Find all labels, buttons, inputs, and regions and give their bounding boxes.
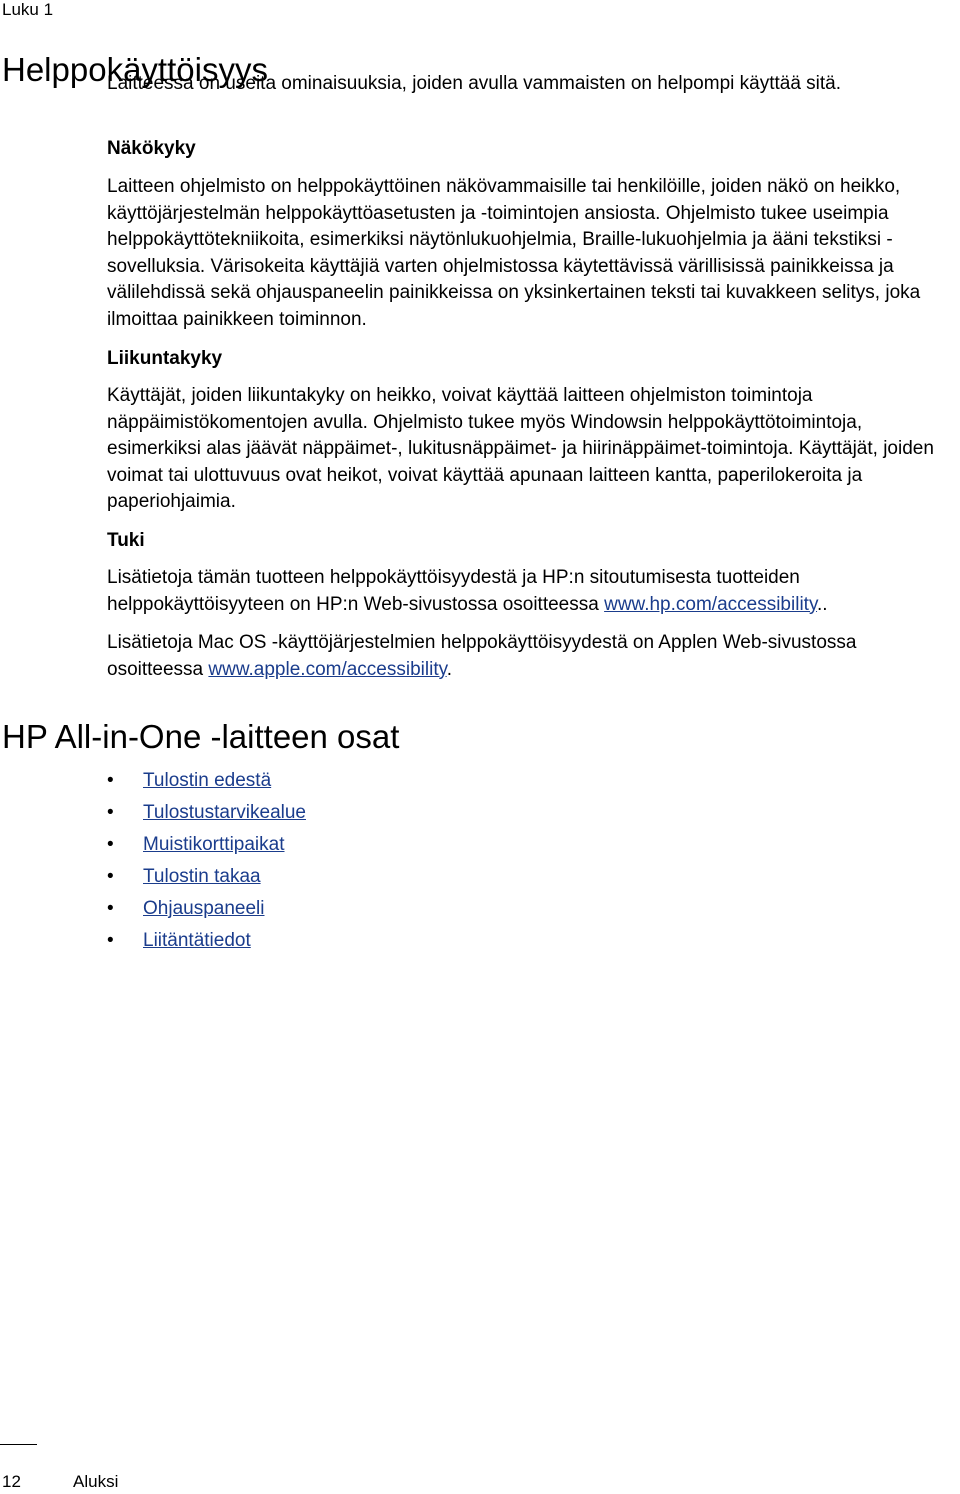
link-tulostustarvikealue[interactable]: Tulostustarvikealue	[143, 802, 306, 823]
vision-paragraph: Laitteen ohjelmisto on helppokäyttöinen näkövammaisille tai henkilöille, joiden näkö on heikko, käyttöjärjestelmän helppokäyttöasetusten ja -toimintojen ansiosta. Ohjelmisto tukee useimpia helppokäyttötekniikoita, esimerkiksi näytönlukuohjelmia, Braille-lukuohjelmia ja ääni tekstiksi -sovelluksia. Värisokeita käyttäjiä varten ohjelmistossa käytettävissä värillisissä painikkeissa ja välilehdissä sekä ohjauspaneelin painikkeissa on yksinkertainen teksti tai kuvakkeen selitys, joka ilmoittaa painikkeen toiminnon.	[107, 176, 921, 330]
link-liitantatiedot[interactable]: Liitäntätiedot	[143, 930, 251, 951]
bullet-icon: •	[107, 866, 114, 887]
support-hp-text-end: ..	[817, 593, 828, 615]
section-title-accessibility: Helppokäyttöisyys	[2, 51, 268, 88]
bullet-icon: •	[107, 834, 114, 855]
footer-section-name: Aluksi	[73, 1472, 119, 1491]
support-hp-text: Lisätietoja tämän tuotteen helppokäyttöisyydestä ja HP:n sitoutumisesta tuotteiden helppokäyttöisyyteen on HP:n Web-sivustossa osoitteessa	[107, 567, 800, 615]
link-tulostin-edesta[interactable]: Tulostin edestä	[143, 770, 272, 791]
mobility-paragraph: Käyttäjät, joiden liikuntakyky on heikko, voivat käyttää laitteen ohjelmiston toimintoja näppäimistökomentojen avulla. Ohjelmisto tukee myös Windowsin helppokäyttötoimintoja, esimerkiksi alas jäävät näppäimet-, lukitusnäppäimet- ja hiirinäppäimet-toimintoja. Käyttäjät, joiden voimat tai ulottuvuus ovat heikot, voivat käyttää apunaan laitteen kantta, paperilokeroita ja paperiohjaimia.	[107, 385, 934, 512]
link-tulostin-takaa[interactable]: Tulostin takaa	[143, 866, 261, 887]
bullet-icon: •	[107, 770, 114, 791]
section-title-parts: HP All-in-One -laitteen osat	[2, 718, 400, 755]
link-muistikorttipaikat[interactable]: Muistikorttipaikat	[143, 834, 285, 855]
subheading-mobility: Liikuntakyky	[107, 348, 223, 369]
bullet-icon: •	[107, 898, 114, 919]
bullet-icon: •	[107, 802, 114, 823]
apple-accessibility-link[interactable]: www.apple.com/accessibility	[208, 658, 447, 680]
hp-accessibility-link[interactable]: www.hp.com/accessibility	[604, 593, 818, 615]
intro-paragraph: Laitteessa on useita ominaisuuksia, joiden avulla vammaisten on helpompi käyttää sitä.	[107, 73, 842, 94]
footer-divider	[0, 1444, 37, 1445]
support-hp-paragraph	[107, 565, 957, 618]
running-header-chapter: Luku 1	[2, 0, 54, 19]
subheading-support: Tuki	[107, 530, 145, 551]
support-apple-text-end: .	[446, 658, 452, 680]
subheading-vision: Näkökyky	[107, 138, 196, 159]
bullet-icon: •	[107, 930, 114, 951]
link-ohjauspaneeli[interactable]: Ohjauspaneeli	[143, 898, 265, 919]
support-apple-paragraph	[107, 630, 957, 683]
support-apple-text: Lisätietoja Mac OS -käyttöjärjestelmien helppokäyttöisyydestä on Applen Web-sivustossa osoitteessa	[107, 632, 857, 680]
footer-page-number: 12	[2, 1472, 21, 1491]
